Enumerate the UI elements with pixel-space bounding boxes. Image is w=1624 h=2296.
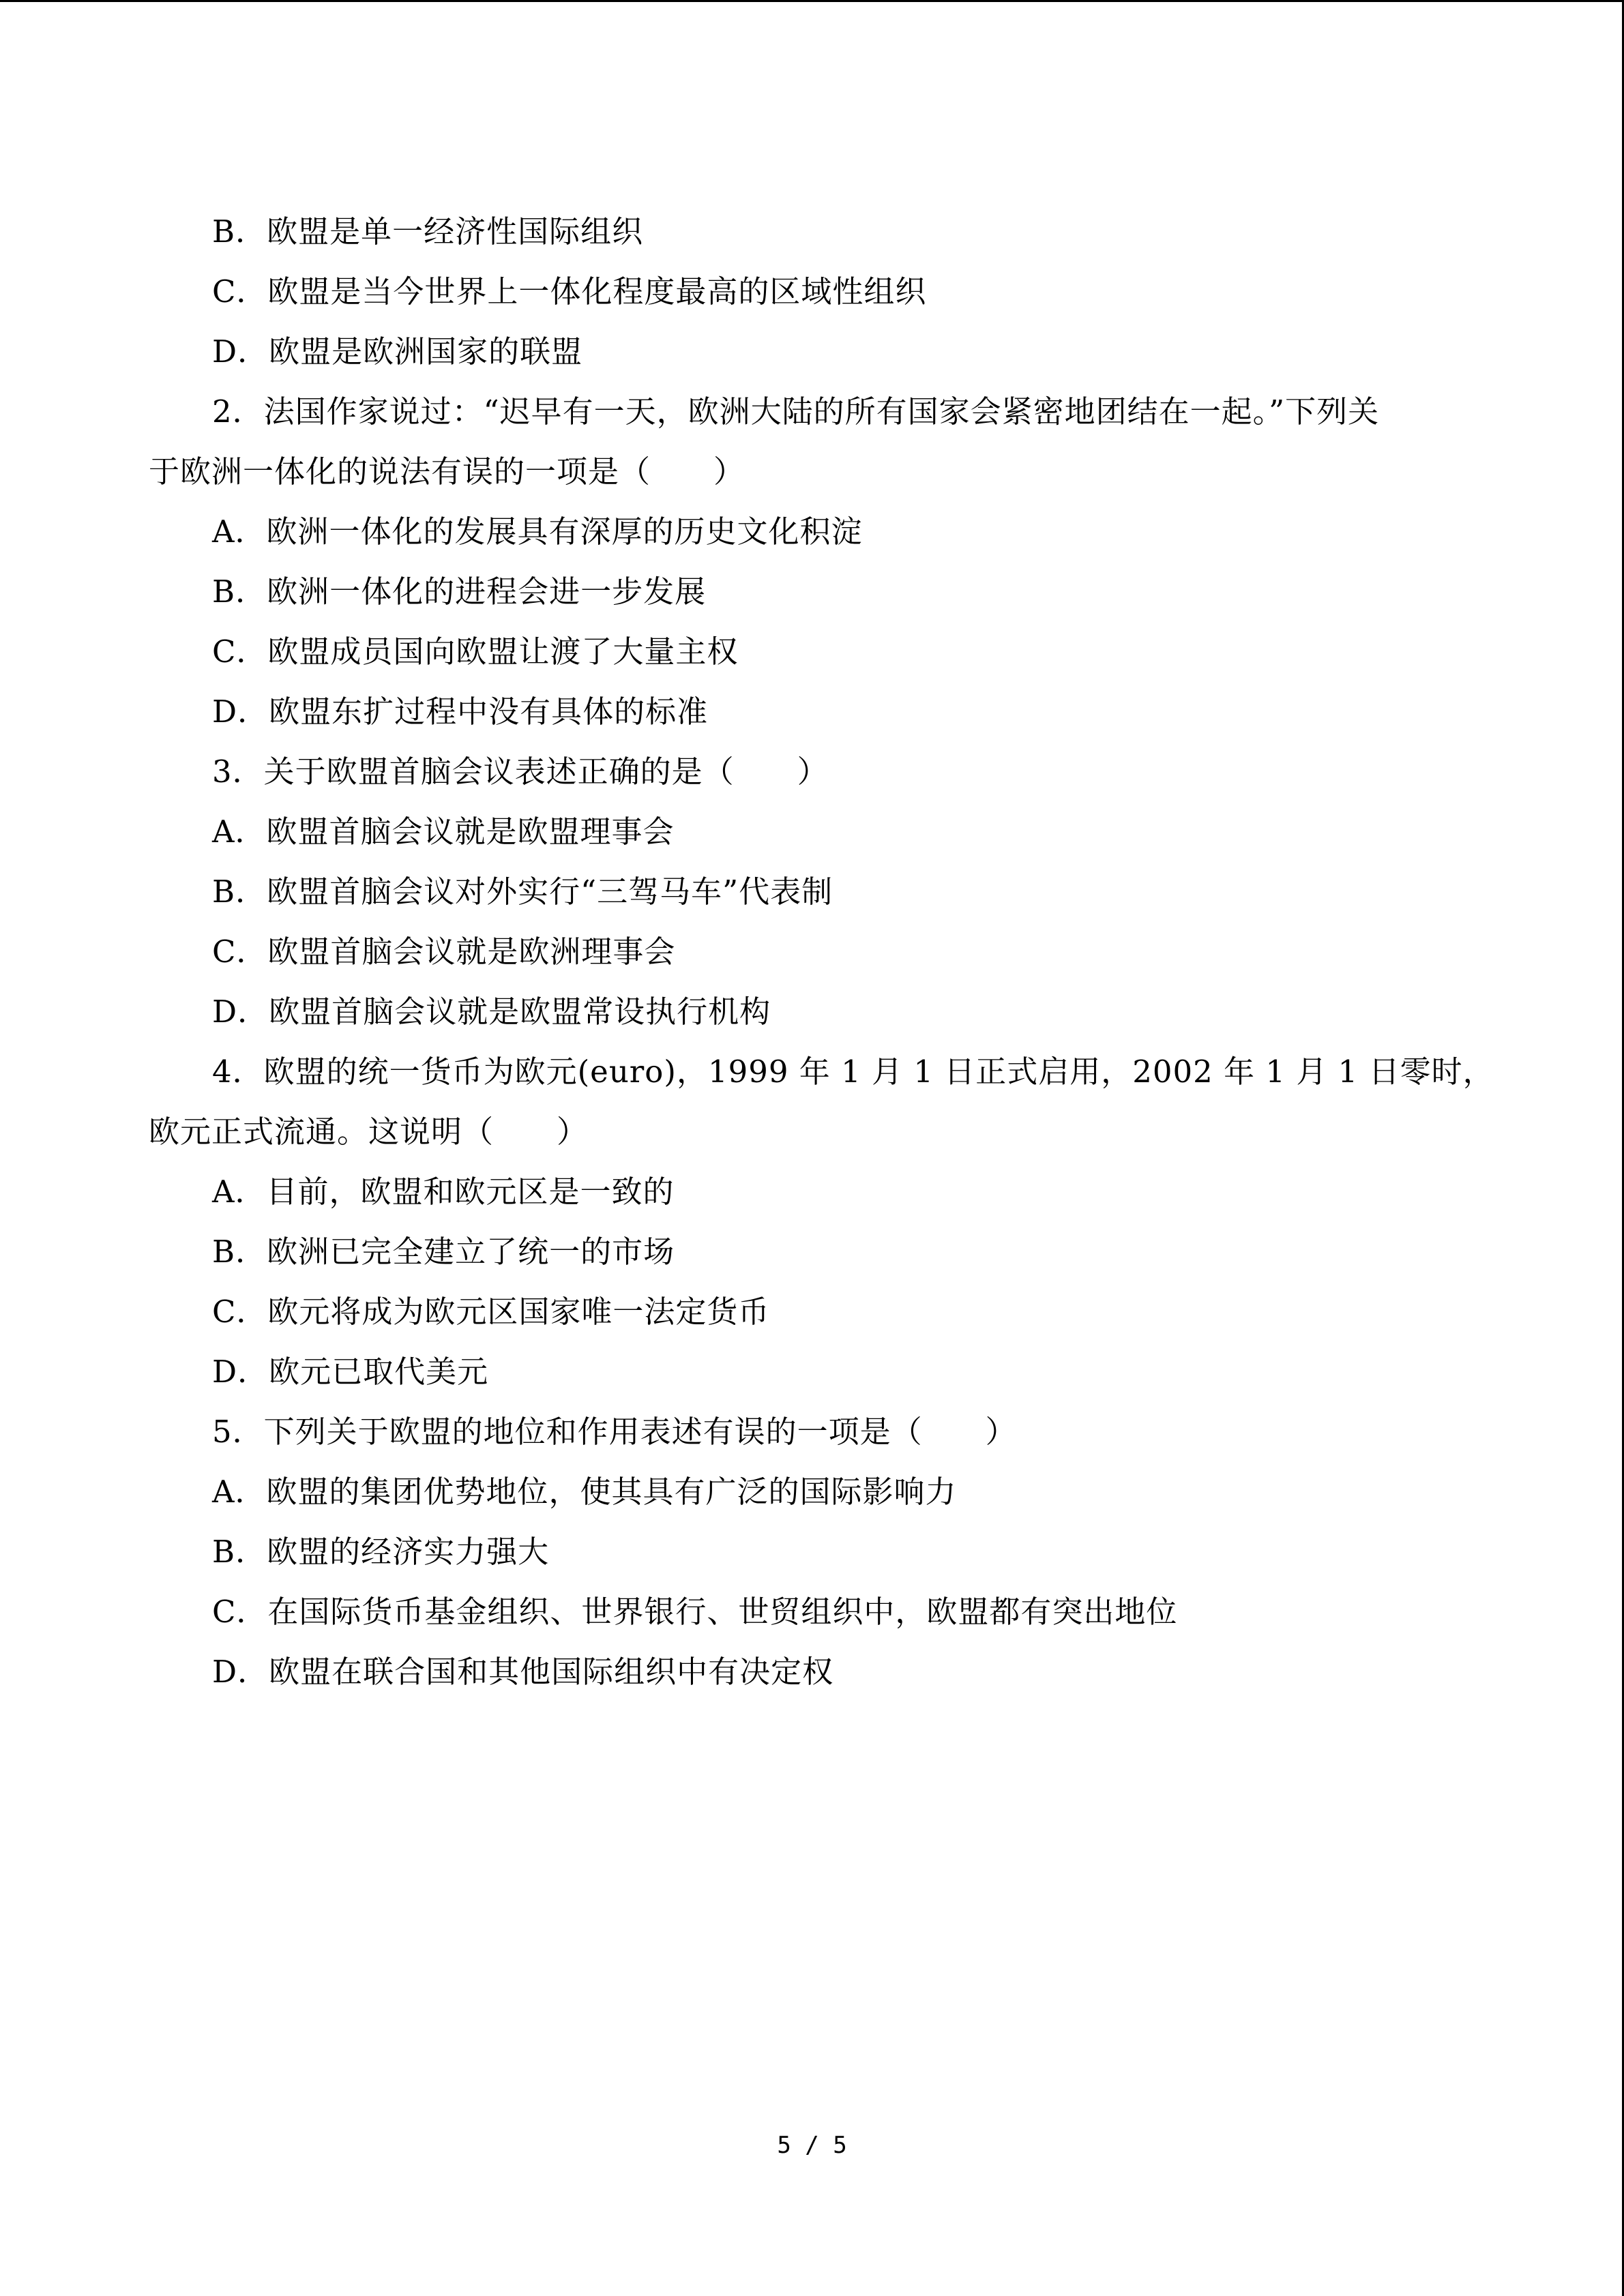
option-line: C．欧元将成为欧元区国家唯一法定货币 [212, 1294, 770, 1330]
option-line: C．欧盟首脑会议就是欧洲理事会 [212, 934, 676, 970]
question-line: 4．欧盟的统一货币为欧元(euro)，1999 年 1 月 1 日正式启用，2002 年 1 月 1 日零时， [212, 1054, 1494, 1090]
option-line: D．欧元已取代美元 [212, 1354, 489, 1390]
option-line: A．欧洲一体化的发展具有深厚的历史文化积淀 [212, 513, 863, 550]
option-line: C．欧盟是当今世界上一体化程度最高的区域性组织 [212, 273, 927, 310]
option-line: D．欧盟在联合国和其他国际组织中有决定权 [212, 1654, 834, 1690]
option-line: B．欧盟首脑会议对外实行“三驾马车”代表制 [212, 874, 833, 910]
document-body [149, 202, 1494, 1702]
option-line: D．欧盟是欧洲国家的联盟 [212, 333, 583, 370]
option-line: C．在国际货币基金组织、世界银行、世贸组织中，欧盟都有突出地位 [212, 1594, 1178, 1630]
option-line: B．欧盟的经济实力强大 [212, 1534, 550, 1570]
question-line: 5．下列关于欧盟的地位和作用表述有误的一项是（ ） [212, 1414, 1017, 1450]
option-line: D．欧盟首脑会议就是欧盟常设执行机构 [212, 994, 771, 1030]
question-line-continued: 于欧洲一体化的说法有误的一项是（ ） [149, 453, 745, 490]
option-line: B．欧洲一体化的进程会进一步发展 [212, 573, 707, 610]
option-line: C．欧盟成员国向欧盟让渡了大量主权 [212, 633, 739, 670]
page-number: 5 / 5 [777, 2132, 847, 2159]
option-line: B．欧盟是单一经济性国际组织 [212, 213, 644, 250]
option-line: D．欧盟东扩过程中没有具体的标准 [212, 694, 709, 730]
option-line: A．目前，欧盟和欧元区是一致的 [212, 1174, 675, 1210]
option-line: A．欧盟首脑会议就是欧盟理事会 [212, 814, 675, 850]
page-border-top [0, 0, 1624, 2]
option-line: A．欧盟的集团优势地位，使其具有广泛的国际影响力 [212, 1474, 957, 1510]
question-line: 2．法国作家说过：“迟早有一天，欧洲大陆的所有国家会紧密地团结在一起。”下列关 [212, 393, 1380, 430]
option-line: B．欧洲已完全建立了统一的市场 [212, 1234, 675, 1270]
question-line-continued: 欧元正式流通。这说明（ ） [149, 1114, 589, 1150]
question-line: 3．关于欧盟首脑会议表述正确的是（ ） [212, 754, 829, 790]
